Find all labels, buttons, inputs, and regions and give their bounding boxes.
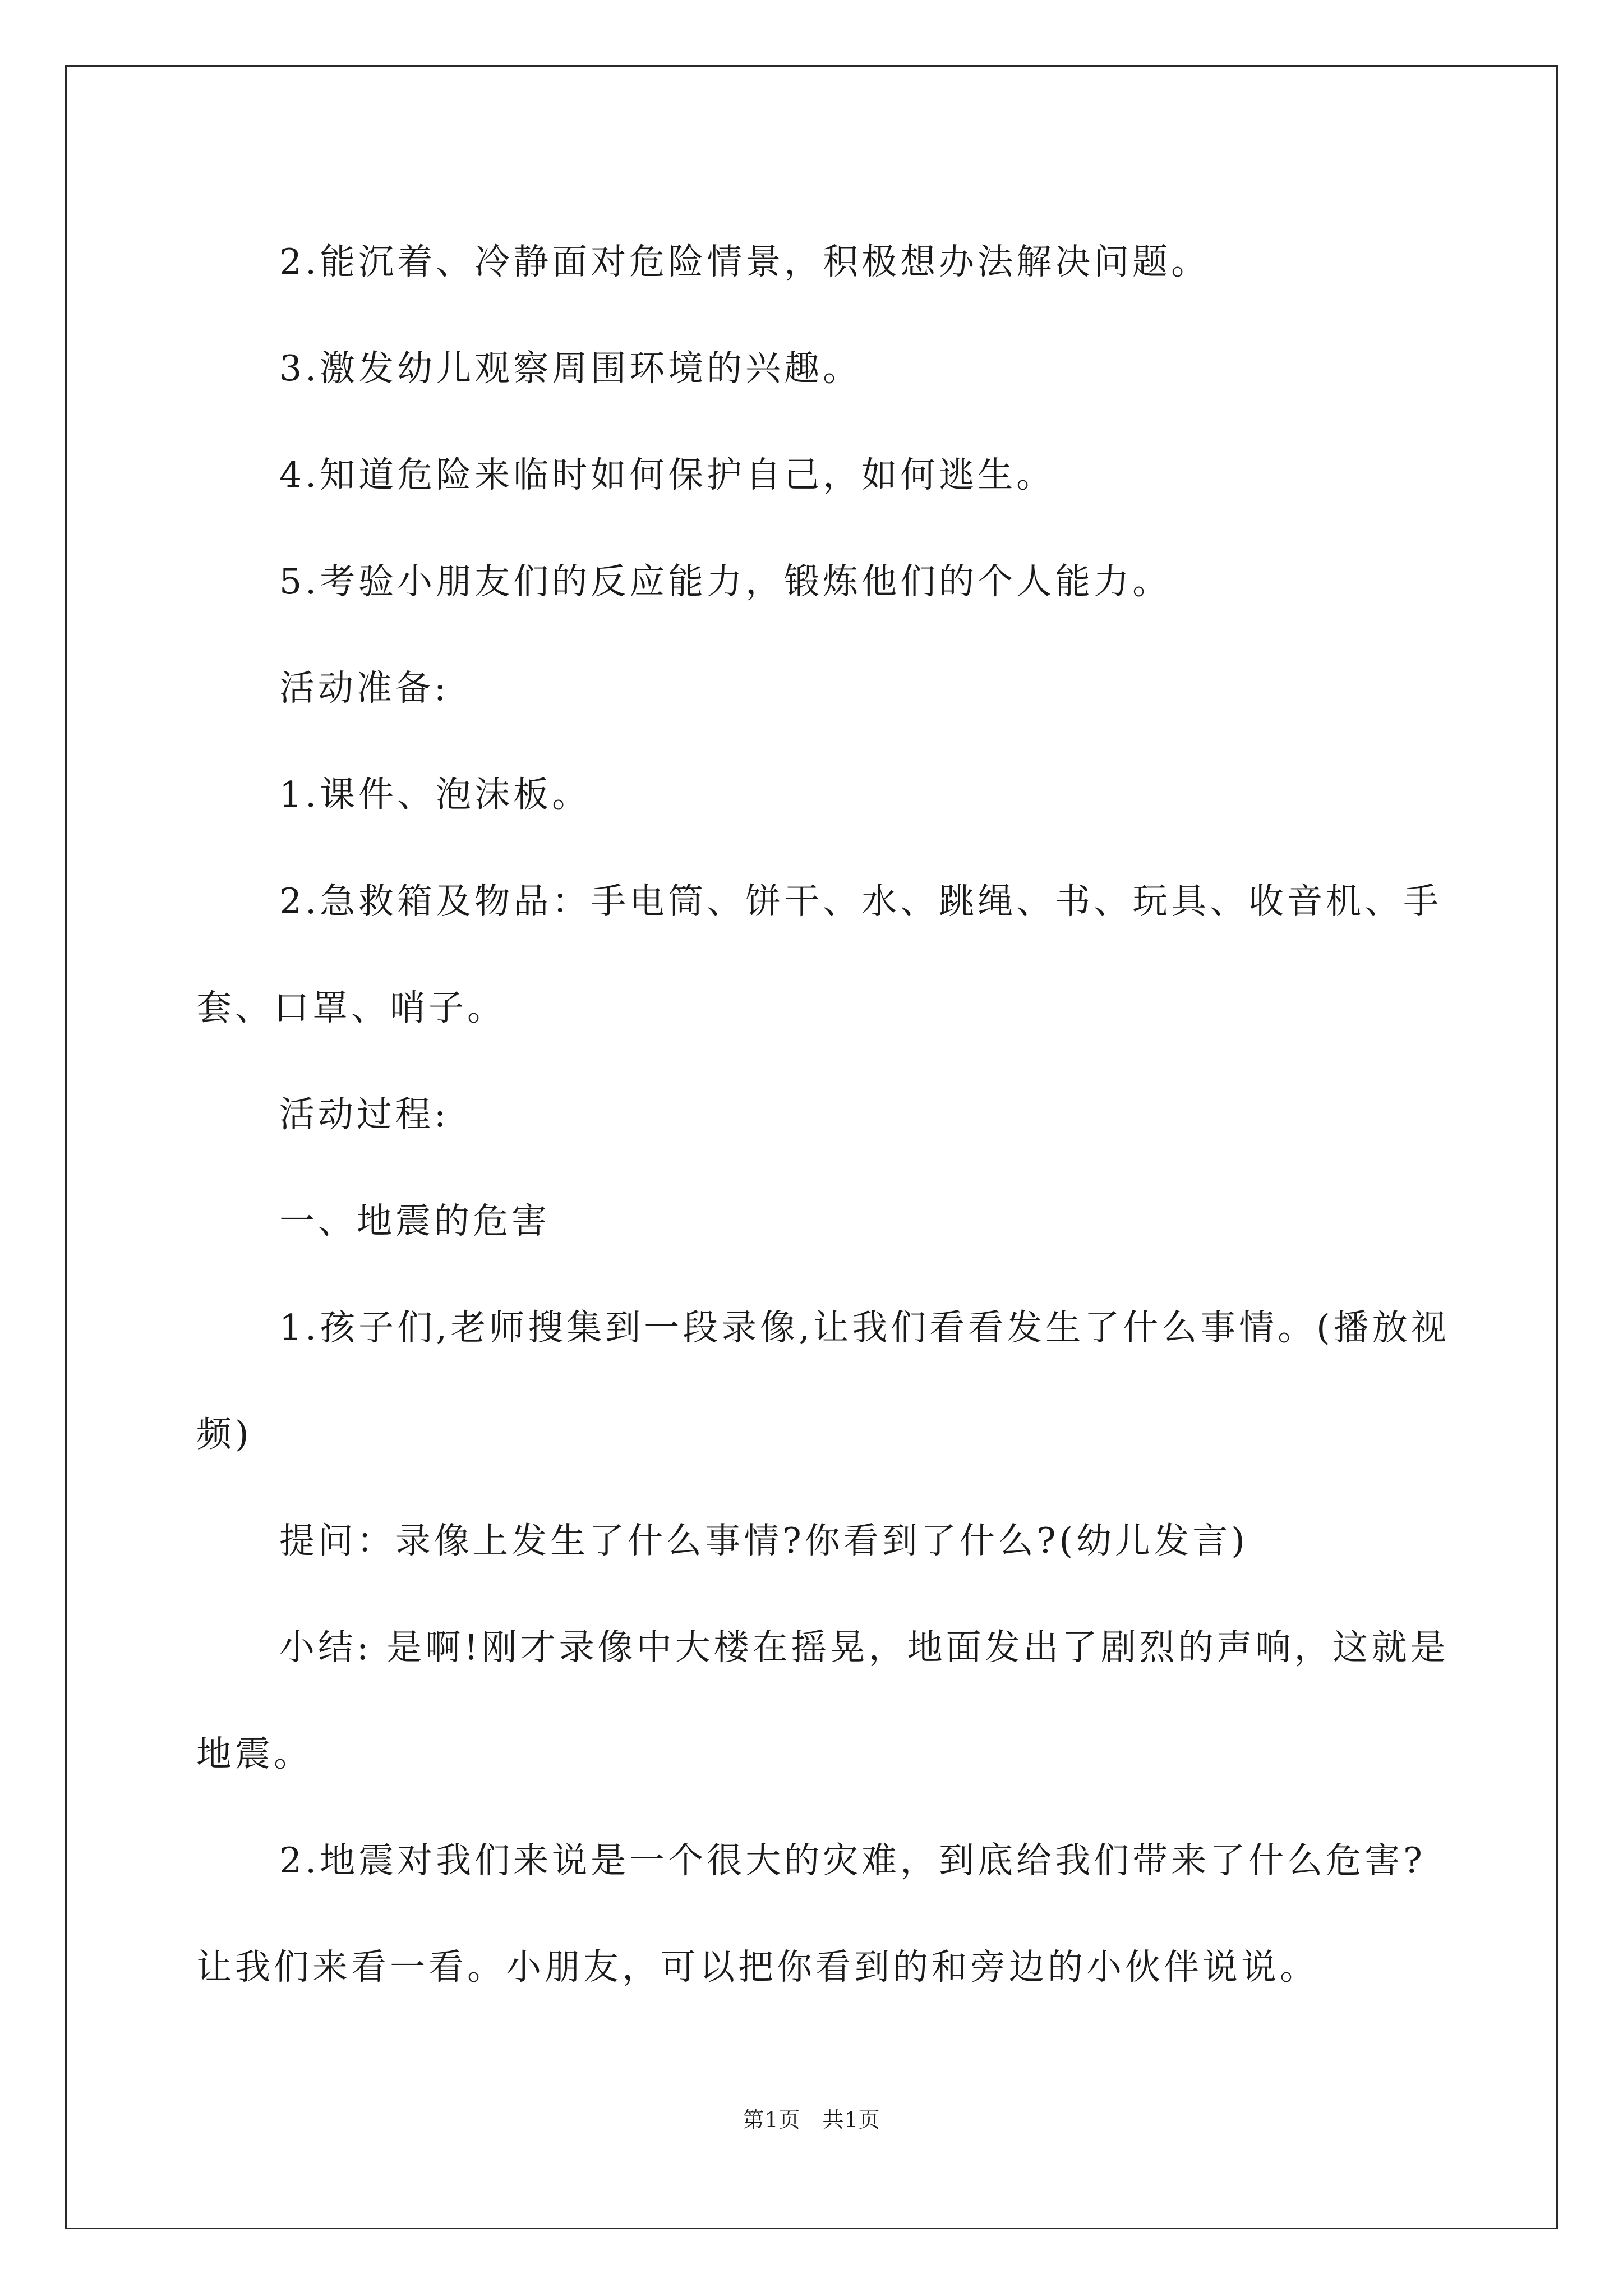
paragraph-prep-2: 2.急救箱及物品：手电筒、饼干、水、跳绳、书、玩具、收音机、手套、口罩、哨子。 (196, 881, 1442, 1028)
paragraph-goal-2: 2.能沉着、冷静面对危险情景，积极想办法解决问题。 (279, 241, 1210, 282)
section-heading-preparation: 活动准备: (279, 668, 450, 708)
page-number: 第1页 共1页 (743, 2108, 880, 2132)
subsection-heading-hazards: 一、地震的危害 (279, 1200, 550, 1241)
paragraph-goal-4: 4.知道危险来临时如何保护自己，如何逃生。 (279, 454, 1055, 495)
paragraph-goal-3: 3.激发幼儿观察周围环境的兴趣。 (279, 348, 862, 389)
paragraph-summary: 小结: 是啊!刚才录像中大楼在摇晃，地面发出了剧烈的声响，这就是地震。 (196, 1627, 1449, 1774)
paragraph-process-2: 2.地震对我们来说是一个很大的灾难，到底给我们带来了什么危害?让我们来看一看。小朋友，可以把你看到的和旁边的小伙伴说说。 (196, 1840, 1426, 1987)
paragraph-question: 提问：录像上发生了什么事情?你看到了什么?(幼儿发言) (279, 1520, 1248, 1561)
paragraph-prep-1: 1.课件、泡沫板。 (279, 774, 591, 815)
paragraph-process-1: 1.孩子们,老师搜集到一段录像,让我们看看发生了什么事情。(播放视频) (196, 1307, 1450, 1455)
document-body (196, 209, 1453, 2021)
section-heading-process: 活动过程: (279, 1094, 450, 1135)
paragraph-goal-5: 5.考验小朋友们的反应能力，锻炼他们的个人能力。 (279, 561, 1172, 602)
